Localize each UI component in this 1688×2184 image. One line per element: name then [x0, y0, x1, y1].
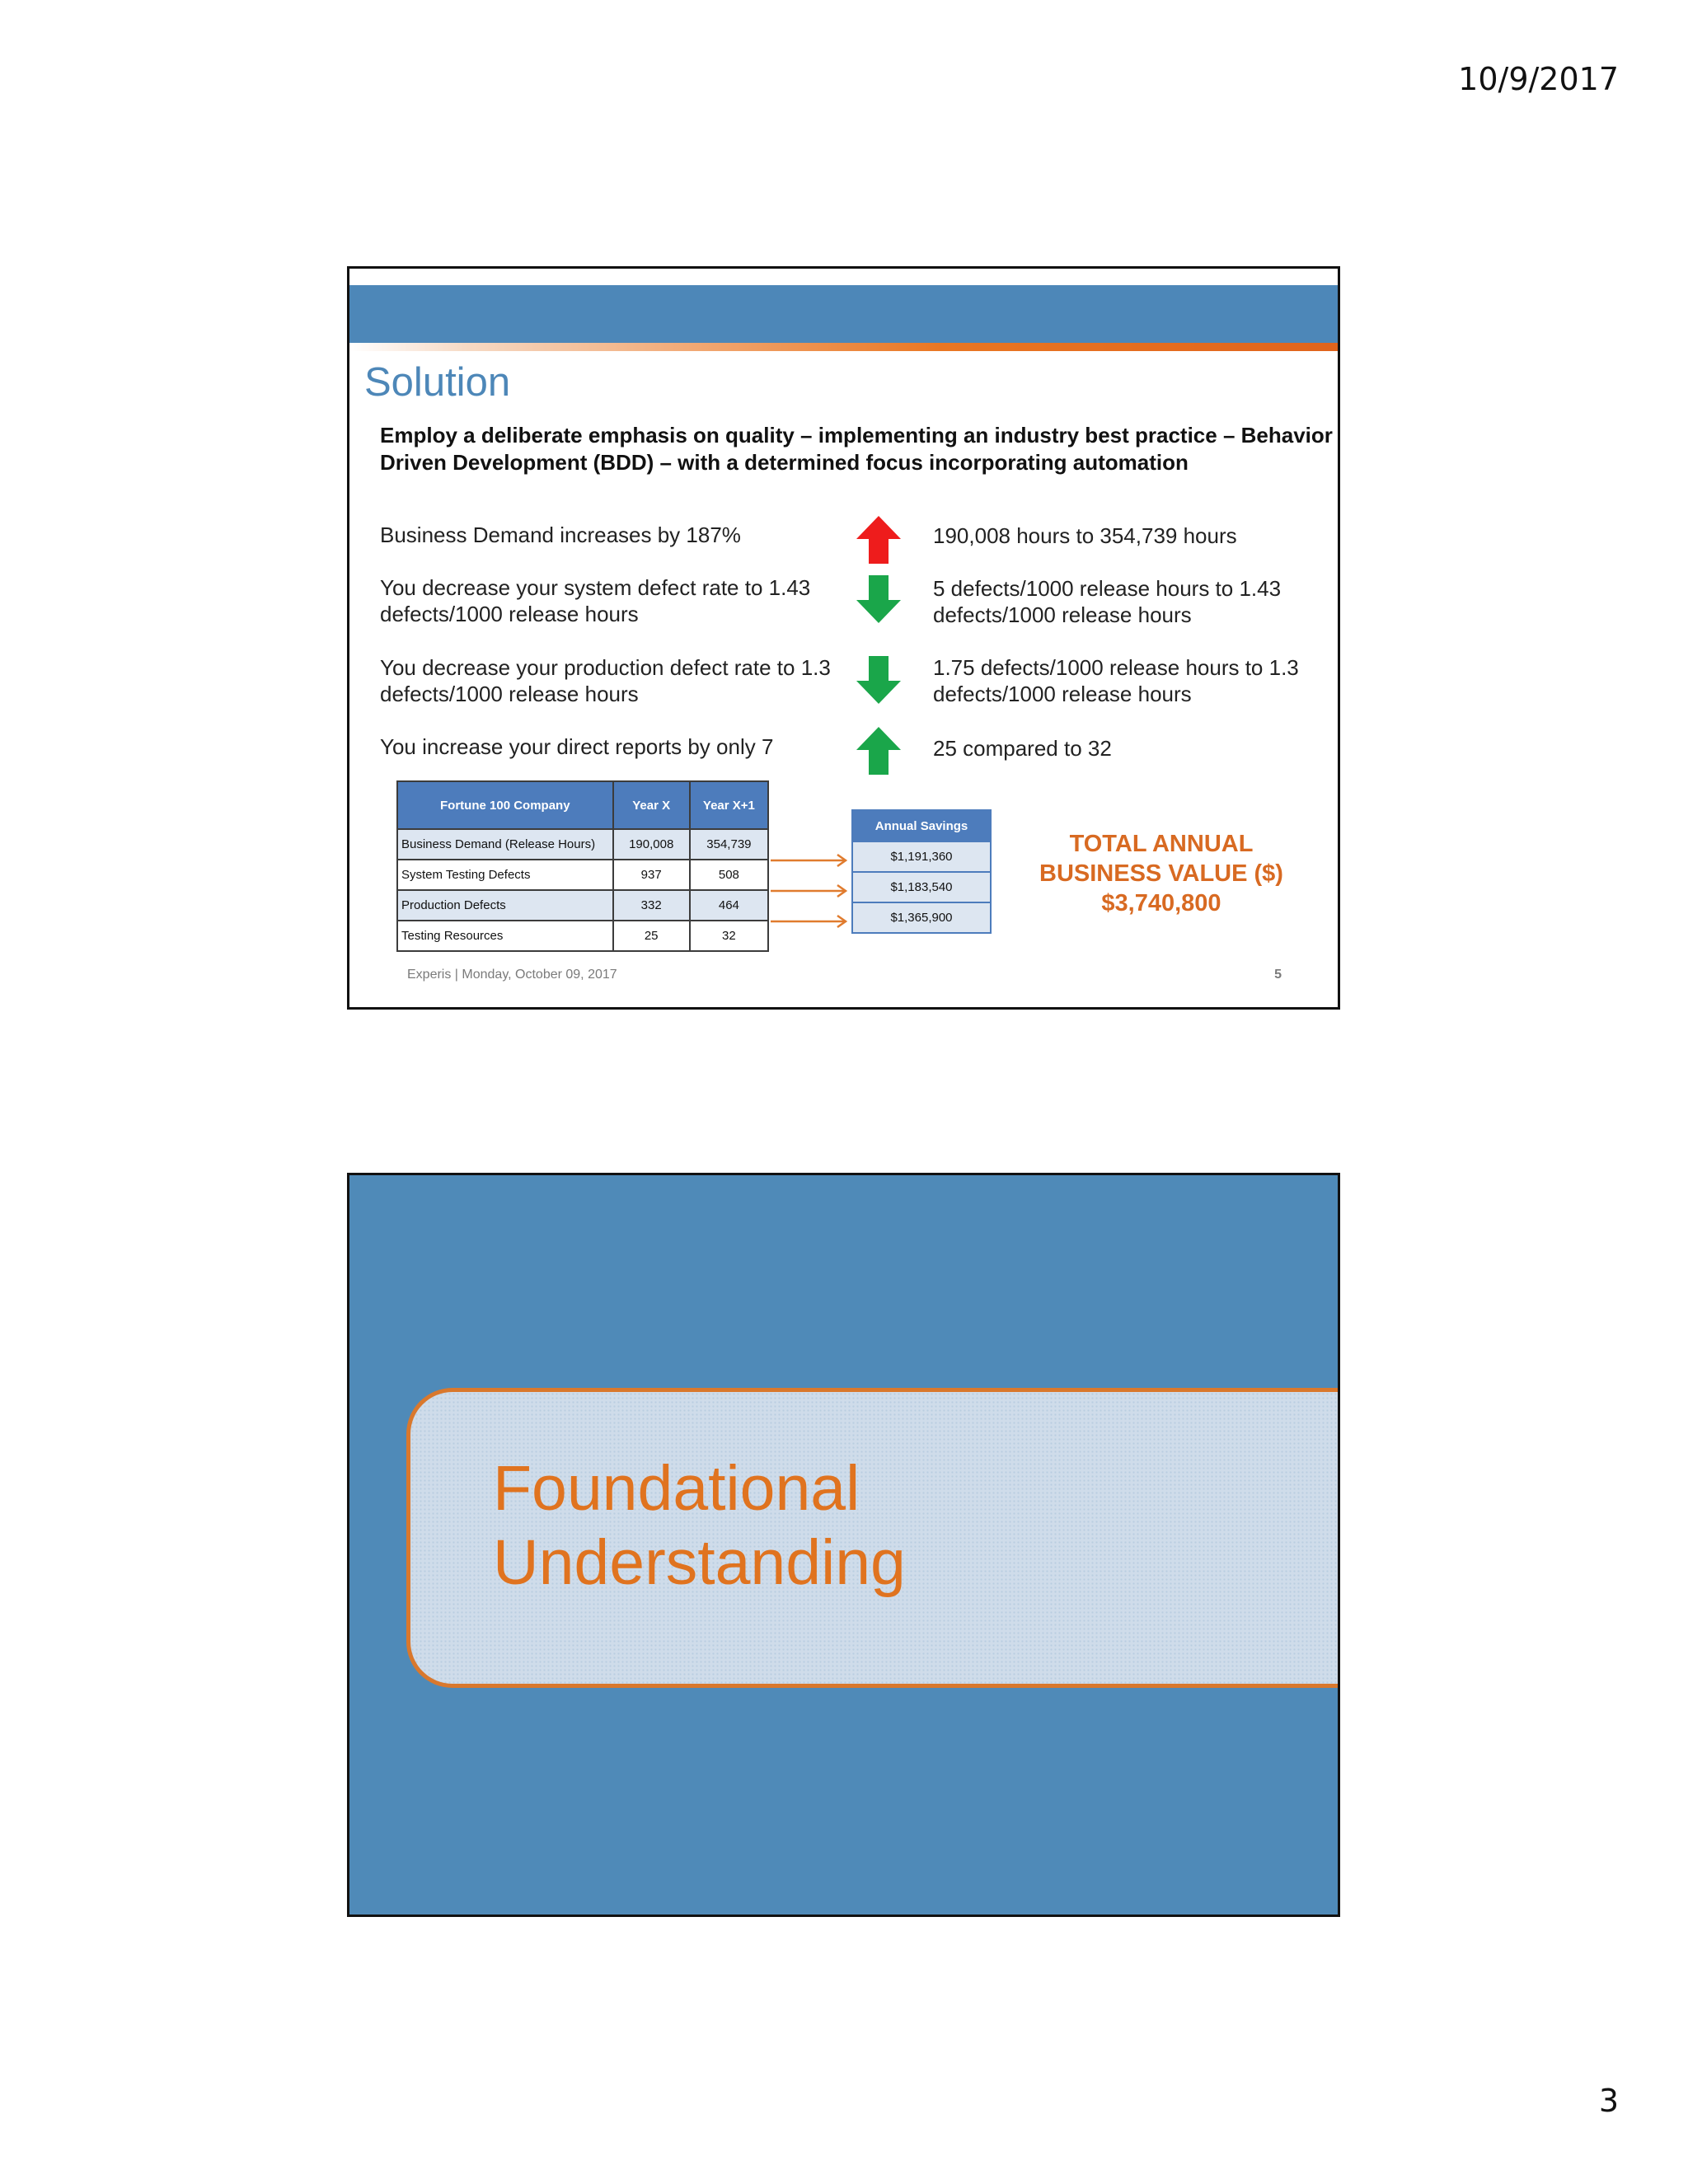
slide-footer: Experis | Monday, October 09, 2017: [407, 968, 617, 982]
slide-subtitle: Employ a deliberate emphasis on quality – implementing an industry best practice – Behavior Driven Development (BDD) – with a determined focus incorporating automation: [380, 423, 1333, 475]
table-cell: 354,739: [690, 829, 768, 860]
table-cell: 508: [690, 860, 768, 890]
table-header-cell: Year X: [613, 781, 690, 829]
comparison-statement: You decrease your system defect rate to 1.43 defects/1000 release hours: [380, 575, 811, 626]
comparison-detail: 25 compared to 32: [933, 736, 1112, 761]
total-line: BUSINESS VALUE ($): [1039, 860, 1283, 887]
table-cell: Production Defects: [397, 890, 613, 921]
table-header-cell: Fortune 100 Company: [397, 781, 613, 829]
section-title-line: Foundational: [493, 1453, 860, 1524]
connector-arrow-icon: [771, 855, 846, 927]
page-number: 3: [1598, 2083, 1619, 2119]
table-cell: $1,191,360: [852, 841, 991, 872]
table-cell: $1,183,540: [852, 872, 991, 902]
table-cell: Business Demand (Release Hours): [397, 829, 613, 860]
page-date: 10/9/2017: [1458, 61, 1619, 97]
table-cell: 32: [690, 921, 768, 951]
table-cell: System Testing Defects: [397, 860, 613, 890]
table-header-cell: Annual Savings: [852, 810, 991, 841]
comparison-detail: 1.75 defects/1000 release hours to 1.3 defects/1000 release hours: [933, 655, 1299, 706]
table-cell: 937: [613, 860, 690, 890]
table-cell: 464: [690, 890, 768, 921]
section-title-box: [406, 1388, 1340, 1688]
table-cell: Testing Resources: [397, 921, 613, 951]
table-header-cell: Year X+1: [690, 781, 768, 829]
comparison-detail: 190,008 hours to 354,739 hours: [933, 523, 1237, 548]
section-title: [493, 1451, 906, 1600]
comparison-statement: You decrease your production defect rate to 1.3 defects/1000 release hours: [380, 655, 831, 706]
total-business-value: [1025, 829, 1297, 918]
slide-title: Solution: [364, 360, 511, 405]
total-amount: $3,740,800: [1101, 890, 1221, 916]
table-cell: 190,008: [613, 829, 690, 860]
section-title-line: Understanding: [493, 1527, 906, 1598]
table-cell: $1,365,900: [852, 902, 991, 933]
slide-foundational-understanding: [347, 1173, 1340, 1917]
slide-number: 5: [1274, 968, 1282, 982]
comparison-detail: 5 defects/1000 release hours to 1.43 defects/1000 release hours: [933, 576, 1282, 627]
table-cell: 25: [613, 921, 690, 951]
comparison-statement: Business Demand increases by 187%: [380, 523, 741, 547]
slide-solution: [347, 266, 1340, 1010]
total-line: TOTAL ANNUAL: [1069, 831, 1254, 857]
table-cell: 332: [613, 890, 690, 921]
comparison-statement: You increase your direct reports by only 7: [380, 734, 774, 759]
